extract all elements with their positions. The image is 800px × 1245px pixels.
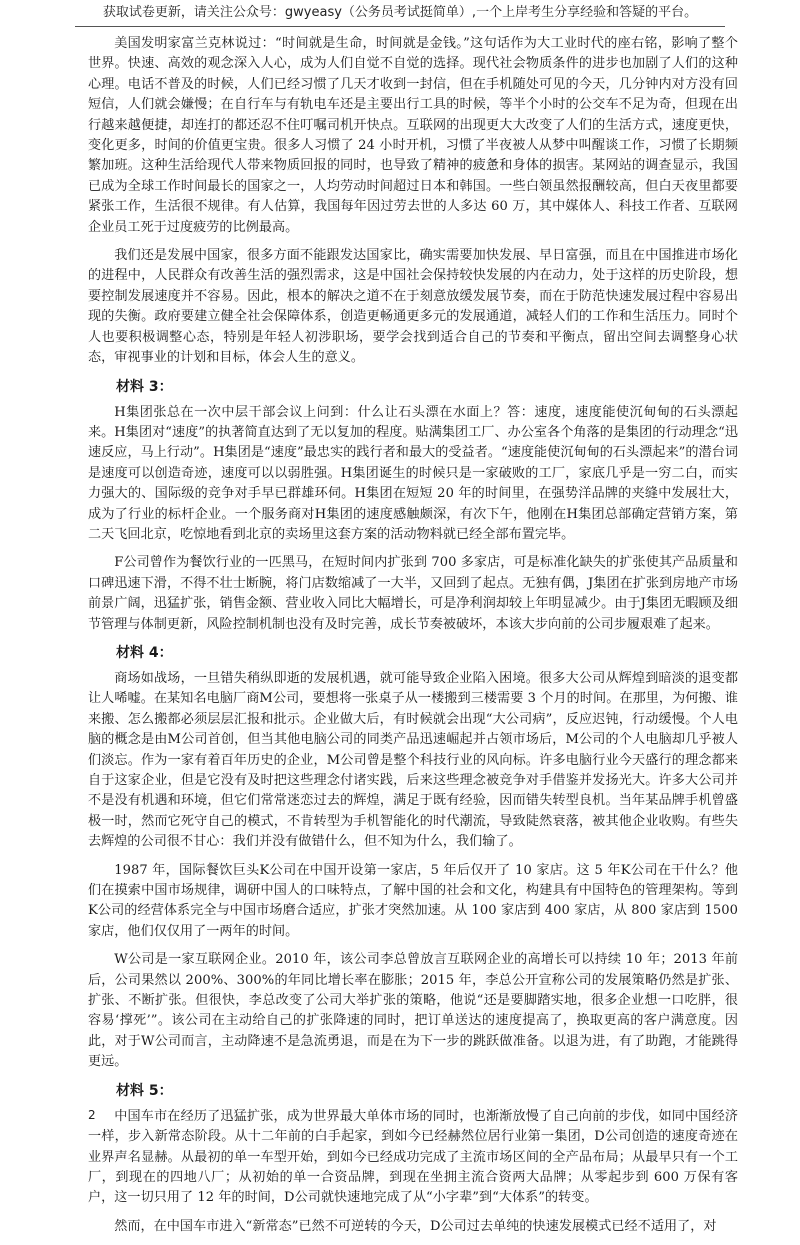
paragraph: 然而，在中国车市进入“新常态”已然不可逆转的今天，D公司过去单纯的快速发展模式已经不适用了，对	[114, 1218, 717, 1234]
section-heading: 材料 4：	[116, 644, 173, 661]
header-divider	[75, 26, 725, 27]
paragraph: 商场如战场，一旦错失稍纵即逝的发展机遇，就可能导致企业陷入困境。很多大公司从辉煌到暗淡的退变都让人唏嘘。在某知名电脑厂商M公司，要想将一张桌子从一楼搬到三楼需要 3 个月的时间。在那里，为何搬、谁来搬、怎么搬都必须层层汇报和批示。企业做大后，有时候就会出现“大公司病”，反应迟钝，行动缓慢。个人电脑的概念是由M公司首创，但当其他电脑公司的同类产品迅速崛起并占领市场后，M公司的个人电脑却几乎被人们淡忘。作为一家有着百年历史的企业，M公司曾是整个科技行业的风向标。许多电脑行业今天盛行的理念都来自于这家企业，但是它没有及时把这些理念付诸实践，后来这些理念被竞争对手借鉴并发扬光大。许多大公司并不是没有机遇和环境，但它们常常迷恋过去的辉煌，满足于既有经验，因而错失转型良机。当年某品牌手机曾盛极一时，然而它死守自己的模式，不肯转型为手机智能化的时代潮流，导致陡然衰落，被其他企业收购。有些失去辉煌的公司很不甘心：我们并没有做错什么，但不知为什么，我们输了。	[88, 670, 738, 850]
paragraph: 美国发明家富兰克林说过：“时间就是生命，时间就是金钱。”这句话作为大工业时代的座右铭，影响了整个世界。快速、高效的观念深入人心，成为人们自觉不自觉的选择。现代社会物质条件的进步也加剧了人们的这种心理。电话不普及的时候，人们已经习惯了几天才收到一封信，但在手机随处可见的今天，几分钟内对方没有回短信，人们就会嫌慢；在自行车与有轨电车还是主要出行工具的时候，等半个小时的公交车不足为奇，但现在出行越来越便捷，却连打的都还忍不住叮嘱司机开快点。互联网的出现更大大改变了人们的生活方式，速度更快，变化更多，时间的价值更宝贵。很多人习惯了 24 小时开机，习惯了半夜被人从梦中叫醒谈工作，习惯了长期频繁加班。这种生活给现代人带来物质回报的同时，也导致了精神的疲惫和身体的损害。某网站的调查显示，我国已成为全球工作时间最长的国家之一，人均劳动时间超过日本和韩国。一些白领虽然报酬较高，但白天夜里都要紧张工作，生活很不规律。有人估算，我国每年因过劳去世的人多达 60 万，其中媒体人、科技工作者、互联网企业员工死于过度疲劳的比例最高。	[88, 36, 738, 235]
paragraph: 我们还是发展中国家，很多方面不能跟发达国家比，确实需要加快发展、早日富强，而且在中国推进市场化的进程中，人民群众有改善生活的强烈需求，这是中国社会保持较快发展的内在动力，处于这样的历史阶段，想要控制发展速度并不容易。因此，根本的解决之道不在于刻意放缓发展节奏，而在于防范快速发展过程中容易出现的失衡。政府要建立健全社会保障体系，创造更畅通更多元的发展通道，减轻人们的工作和生活压力。同时个人也要积极调整心态，特别是年轻人初涉职场，要学会找到适合自己的节奏和平衡点，留出空间去调整身心状态，审视事业的计划和目标，体会人生的意义。	[88, 248, 738, 366]
paragraph: 1987 年，国际餐饮巨头K公司在中国开设第一家店，5 年后仅开了 10 家店。这 5 年K公司在干什么？他们在摸索中国市场规律，调研中国人的口味特点，了解中国的社会和文化，构建具有中国特色的管理架构。等到K公司的经营体系完全与中国市场磨合适应，扩张才突然加速。从 100 家店到 400 家店，从 800 家店到 1500 家店，他们仅仅用了一两年的时间。	[88, 862, 738, 939]
page-number: 2	[88, 1108, 96, 1122]
page-header: 获取试卷更新，请关注公众号：gwyeasy（公务员考试挺简单）,一个上岸考生分享经验和答疑的平台。	[102, 5, 698, 20]
paragraph: H集团张总在一次中层干部会议上问到：什么让石头漂在水面上？答：速度，速度能使沉甸甸的石头漂起来。H集团对“速度”的执著简直达到了无以复加的程度。贴满集团工厂、办公室各个角落的是集团的行动理念“迅速反应，马上行动”。H集团是“速度”最忠实的践行者和最大的受益者。“速度能使沉甸甸的石头漂起来”的潜台词是速度可以创造奇迹，速度可以以弱胜强。H集团诞生的时候只是一家破败的工厂，家底几乎是一穷二白，而实力强大的、国际级的竞争对手早已群雄环伺。H集团在短短 20 年的时间里，在强势洋品牌的夹缝中发展壮大，成为了行业的标杆企业。一个服务商对H集团的速度感触颇深，有次下午，他刚在H集团总部确定营销方案，第二天飞回北京，吃惊地看到北京的卖场里这套方案的活动物料就已经全部布置完毕。	[88, 404, 738, 542]
paragraph: 中国车市在经历了迅猛扩张，成为世界最大单体市场的同时，也渐渐放慢了自己向前的步伐，如同中国经济一样，步入新常态阶段。从十二年前的白手起家，到如今已经赫然位居行业第一集团，D公司创造的速度奇迹在业界声名显赫。从最初的单一车型开始，到如今已经成功完成了主流市场区间的全产品布局；从最早只有一个工厂，到现在的四地八厂；从初始的单一合资品牌，到现在坐拥主流合资两大品牌；从零起步到 600 万保有客户，这一切只用了 12 年的时间，D公司就快速地完成了从“小字辈”到“大体系”的转变。	[88, 1108, 738, 1206]
document-body	[88, 34, 738, 1245]
paragraph: W公司是一家互联网企业。2010 年，该公司李总曾放言互联网企业的高增长可以持续 10 年；2013 年前后，公司果然以 200%、300%的年同比增长率在膨胀；2015 年，李总公开宣称公司的发展策略仍然是扩张、扩张、不断扩张。但很快，李总改变了公司大举扩张的策略，他说“还是要脚踏实地，很多企业想一口吃胖，很容易‘撑死’”。该公司在主动给自己的扩张降速的同时，把订单送达的速度提高了，换取更高的客户满意度。因此，对于W公司而言，主动降速不是急流勇退，而是在为下一步的跳跃做准备。以退为进，有了助跑，才能跳得更远。	[88, 952, 738, 1070]
section-heading: 材料 3：	[116, 378, 173, 395]
section-heading: 材料 5：	[116, 1082, 173, 1099]
paragraph: F公司曾作为餐饮行业的一匹黑马，在短时间内扩张到 700 多家店，可是标准化缺失的扩张使其产品质量和口碑迅速下滑，不得不壮士断腕，将门店数缩减了一大半，又回到了起点。无独有偶，J集团在扩张到房地产市场前景广阔，迅猛扩张，销售金额、营业收入同比大幅增长，可是净利润却较上年明显减少。由于J集团无暇顾及细节管理与体制更新，风险控制机制也没有及时完善，成长节奏被破坏，本该大步向前的公司步履艰难了起来。	[88, 555, 738, 632]
